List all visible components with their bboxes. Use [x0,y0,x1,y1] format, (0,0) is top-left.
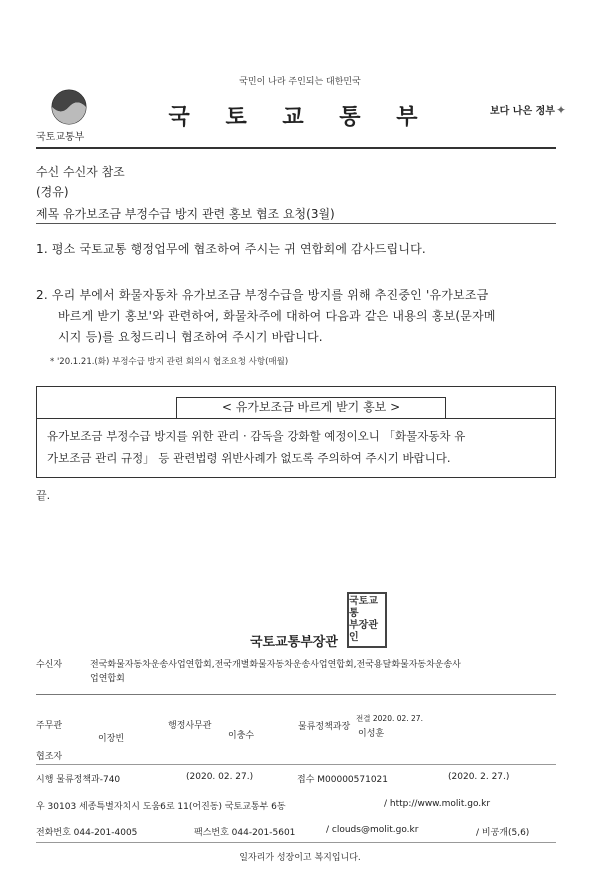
footer-divider-top [36,694,556,695]
footer-divider-mid [36,764,556,765]
bottom-slogan: 일자리가 성장이고 복지입니다. [239,853,361,863]
top-slogan: 국민이 나라 주인되는 대한민국 [239,77,361,87]
recipients-line-2: 업연합회 [90,674,125,684]
receipt-date: (2020. 2. 27.) [448,772,510,782]
officer-name: 이장빈 [98,734,125,744]
director-approval-date: 전결 2020. 02. 27. [356,714,423,723]
cooperator-label: 협조자 [36,752,63,762]
official-seal [347,592,387,648]
website-link[interactable]: / http://www.molit.go.kr [384,799,491,809]
emblem-label: 국토교통부 [36,132,85,143]
signer-name: 국토교통부장관 [250,635,338,650]
footer-divider-bottom [36,842,556,843]
notice-box-title: < 유가보조금 바르게 받기 홍보 > [176,397,446,419]
ministry-title: 국 토 교 통 부 [168,105,432,130]
paragraph-2-line-2: 바르게 받기 홍보'와 관련하여, 화물차주에 대하여 다음과 같은 내용의 홍보(문자메 [58,309,496,323]
director-label: 물류정책과장 [298,722,351,732]
fax-number: 팩스번호 044-201-5601 [194,828,296,838]
recipients-line-1: 전국화물자동차운송사업연합회,전국개별화물자동차운송사업연합회,전국용달화물자동차운송사 [90,660,461,670]
disclosure-status: / 비공개(5,6) [476,828,530,838]
end-mark: 끝. [36,489,51,502]
admin-label: 행정사무관 [168,721,212,731]
notice-box-line-1: 유가보조금 부정수급 방지를 위한 관리 · 감독을 강화할 예정이오니 「화물자동차 유 [47,429,466,443]
sparkle-icon: ✦ [555,103,566,117]
notice-box-text [47,425,547,469]
subject-line: 제목 유가보조금 부정수급 방지 관련 홍보 협조 요청(3월) [36,207,335,221]
via-line: (경유) [36,185,69,199]
notice-box-divider [37,418,555,419]
notice-box-line-2: 가보조금 관리 규정」 등 관련법령 위반사례가 없도록 주의하여 주시기 바랍니다. [47,451,451,465]
paragraph-2-line-3: 시지 등)를 요청드리니 협조하여 주시기 바랍니다. [58,330,323,344]
header-divider [36,147,556,149]
enforcement-number: 시행 물류정책과-740 [36,775,121,785]
notice-box [36,386,556,478]
phone-number: 전화번호 044-201-4005 [36,828,138,838]
government-logo-text: 보다 나은 정부 [490,106,555,117]
address-line: 우 30103 세종특별자치시 도움6로 11(어진동) 국토교통부 6동 [36,802,286,812]
recipients-label: 수신자 [36,660,63,670]
director-name: 이성훈 [358,729,385,739]
paragraph-2-line-1: 2. 우리 부에서 화물자동차 유가보조금 부정수급을 방지를 위해 추진중인 '유가보조금 [36,288,489,302]
enforcement-date: (2020. 02. 27.) [186,772,254,782]
paragraph-1: 1. 평소 국토교통 행정업무에 협조하여 주시는 귀 연합회에 감사드립니다. [36,242,426,256]
recipient-line: 수신 수신자 참조 [36,165,125,179]
admin-name: 이충수 [228,731,255,741]
footnote: * '20.1.21.(화) 부정수급 방지 관련 회의시 협조요청 사항(매월) [50,357,289,367]
subject-divider [36,223,556,224]
receipt-number: 접수 M00000571021 [297,775,389,785]
officer-label: 주무관 [36,721,63,731]
email-address[interactable]: / clouds@molit.go.kr [326,825,419,835]
seal-line-2: 부장관인 [349,620,378,643]
government-logo [490,102,566,117]
seal-line-1: 국토교통 [349,596,378,619]
